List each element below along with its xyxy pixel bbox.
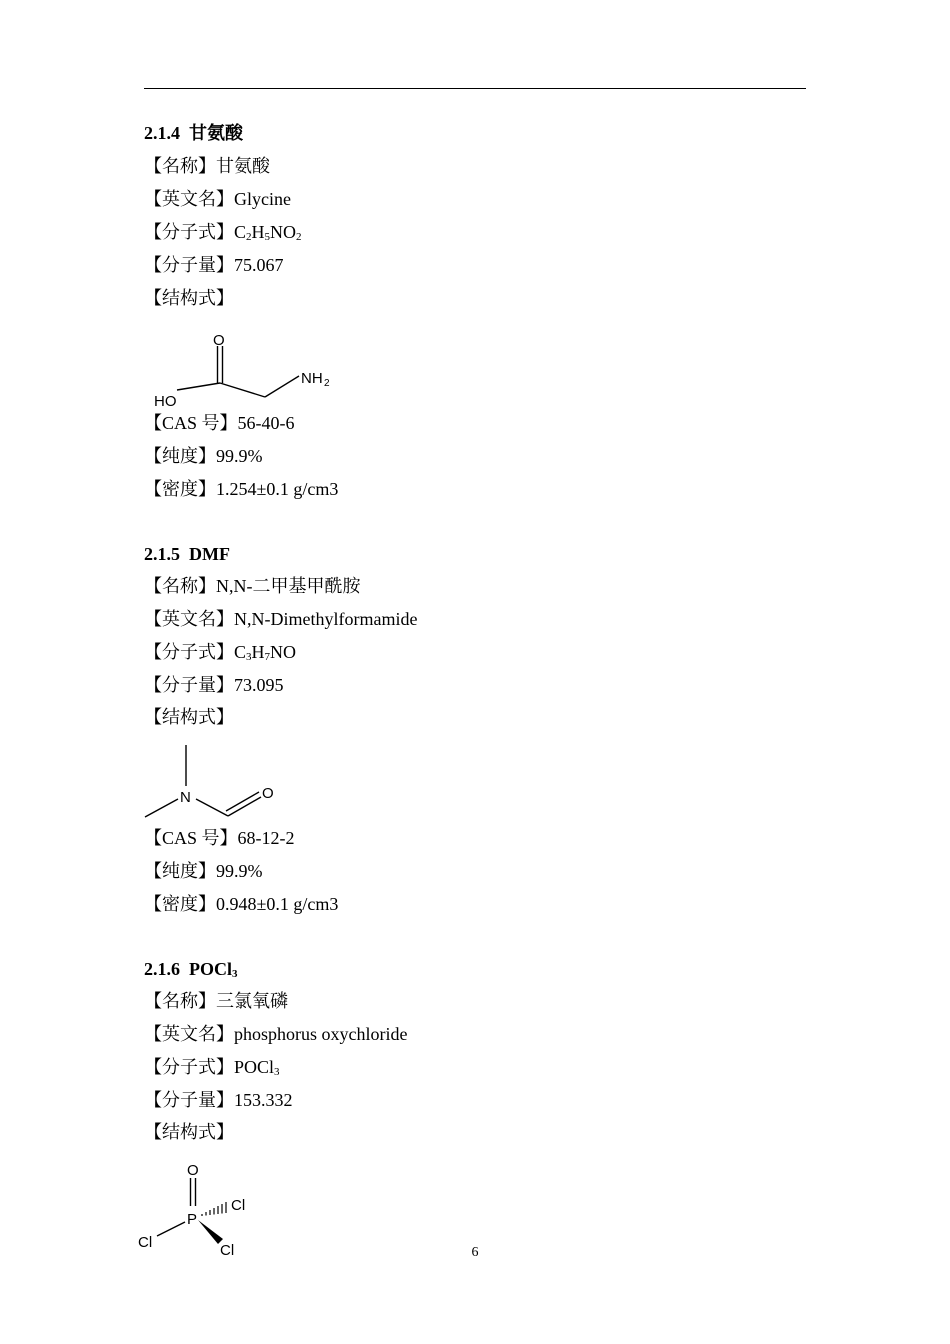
density-label: 【密度】: [144, 479, 216, 499]
bond: [265, 376, 299, 397]
english-name-label: 【英文名】: [144, 609, 234, 629]
section-title: POCl: [189, 959, 232, 979]
formula-value: [234, 222, 302, 242]
name-value: 甘氨酸: [216, 156, 270, 176]
formula-label: 【分子式】: [144, 642, 234, 662]
dmf-structure: [140, 740, 300, 822]
formula-subscript: 2: [296, 231, 302, 243]
name-label: 【名称】: [144, 576, 216, 596]
formula-part: C: [234, 642, 247, 662]
purity-row: [144, 445, 263, 467]
formula-part: POCl: [234, 1057, 275, 1077]
formula-part: NO: [270, 642, 297, 662]
atom-label-amine: NH: [301, 370, 323, 387]
structure-label: 【结构式】: [144, 707, 234, 727]
english-name-row: [144, 608, 417, 630]
structure-label: 【结构式】: [144, 288, 234, 308]
formula-part: H: [251, 642, 265, 662]
molecular-weight-label: 【分子量】: [144, 255, 234, 275]
english-name-row: [144, 1023, 407, 1045]
atom-label-oxygen: O: [213, 332, 225, 349]
wedge-bond: [198, 1220, 223, 1244]
formula-part: H: [251, 222, 265, 242]
molecular-weight-label: 【分子量】: [144, 1090, 234, 1110]
formula-value: [234, 1057, 280, 1077]
purity-label: 【纯度】: [144, 446, 216, 466]
formula-subscript: 5: [264, 231, 271, 243]
cas-value: 68-12-2: [237, 828, 295, 848]
purity-value: 99.9%: [216, 861, 263, 881]
bond: [220, 383, 265, 397]
hash-bond: [202, 1202, 226, 1216]
atom-label-subscript: 2: [324, 378, 330, 389]
section-number: 2.1.6: [144, 959, 180, 979]
structure-label-row: [144, 706, 234, 728]
bond: [157, 1222, 185, 1236]
formula-row: [144, 1056, 280, 1078]
purity-label: 【纯度】: [144, 861, 216, 881]
section-heading-glycine: [144, 122, 243, 144]
english-name-label: 【英文名】: [144, 1024, 234, 1044]
molecular-weight-value: 73.095: [234, 675, 284, 695]
atom-label-chlorine: Cl: [231, 1197, 246, 1214]
section-number: 2.1.4: [144, 123, 180, 143]
structure-label-row: [144, 1121, 234, 1143]
section-title: 甘氨酸: [189, 123, 243, 143]
english-name-label: 【英文名】: [144, 189, 234, 209]
pocl3-structure: [134, 1158, 264, 1258]
name-row: [144, 155, 270, 177]
formula-row: [144, 641, 296, 663]
density-row: [144, 478, 338, 500]
molecular-weight-value: 75.067: [234, 255, 284, 275]
formula-subscript: 3: [274, 1066, 280, 1078]
density-row: [144, 893, 338, 915]
glycine-structure: [140, 326, 360, 410]
name-row: [144, 990, 288, 1012]
section-title-subscript: 3: [232, 968, 238, 980]
english-name-value: N,N-Dimethylformamide: [234, 609, 418, 629]
formula-row: [144, 221, 302, 243]
formula-label: 【分子式】: [144, 1057, 234, 1077]
molecular-weight-row: [144, 254, 284, 276]
formula-value: [234, 642, 296, 662]
formula-subscript: 2: [246, 231, 252, 243]
density-value: 0.948±0.1 g/cm3: [216, 894, 339, 914]
section-number: 2.1.5: [144, 544, 180, 564]
cas-row: [144, 412, 295, 434]
formula-part: NO: [270, 222, 297, 242]
atom-label-hydroxyl: HO: [154, 393, 177, 410]
structure-label-row: [144, 287, 234, 309]
cas-row: [144, 827, 295, 849]
atom-label-chlorine: Cl: [220, 1242, 235, 1259]
name-value: 三氯氧磷: [216, 991, 288, 1011]
molecular-weight-row: [144, 1089, 293, 1111]
atom-label-oxygen: O: [262, 785, 274, 802]
name-label: 【名称】: [144, 991, 216, 1011]
header-rule: [144, 88, 806, 89]
structure-label: 【结构式】: [144, 1122, 234, 1142]
bond: [145, 799, 178, 817]
english-name-row: [144, 188, 291, 210]
density-label: 【密度】: [144, 894, 216, 914]
section-heading-pocl3: [144, 958, 238, 980]
purity-value: 99.9%: [216, 446, 263, 466]
name-label: 【名称】: [144, 156, 216, 176]
formula-subscript: 3: [246, 651, 252, 663]
molecular-weight-row: [144, 674, 284, 696]
bond: [177, 383, 220, 390]
section-title: DMF: [189, 544, 230, 564]
atom-label-phosphorus: P: [187, 1211, 198, 1228]
molecular-weight-value: 153.332: [234, 1090, 293, 1110]
formula-label: 【分子式】: [144, 222, 234, 242]
english-name-value: Glycine: [234, 189, 291, 209]
atom-label-nitrogen: N: [180, 789, 191, 806]
purity-row: [144, 860, 263, 882]
density-value: 1.254±0.1 g/cm3: [216, 479, 339, 499]
molecular-weight-label: 【分子量】: [144, 675, 234, 695]
name-row: [144, 575, 361, 597]
english-name-value: phosphorus oxychloride: [234, 1024, 408, 1044]
bond: [196, 799, 228, 816]
cas-label: 【CAS 号】: [144, 828, 238, 848]
name-value: N,N-二甲基甲酰胺: [216, 576, 361, 596]
cas-value: 56-40-6: [237, 413, 295, 433]
cas-label: 【CAS 号】: [144, 413, 238, 433]
atom-label-oxygen: O: [187, 1162, 199, 1179]
section-heading-dmf: [144, 543, 230, 565]
atom-label-chlorine: Cl: [138, 1234, 153, 1251]
page-number: 6: [471, 1245, 479, 1260]
formula-subscript: 7: [264, 651, 271, 663]
formula-part: C: [234, 222, 247, 242]
